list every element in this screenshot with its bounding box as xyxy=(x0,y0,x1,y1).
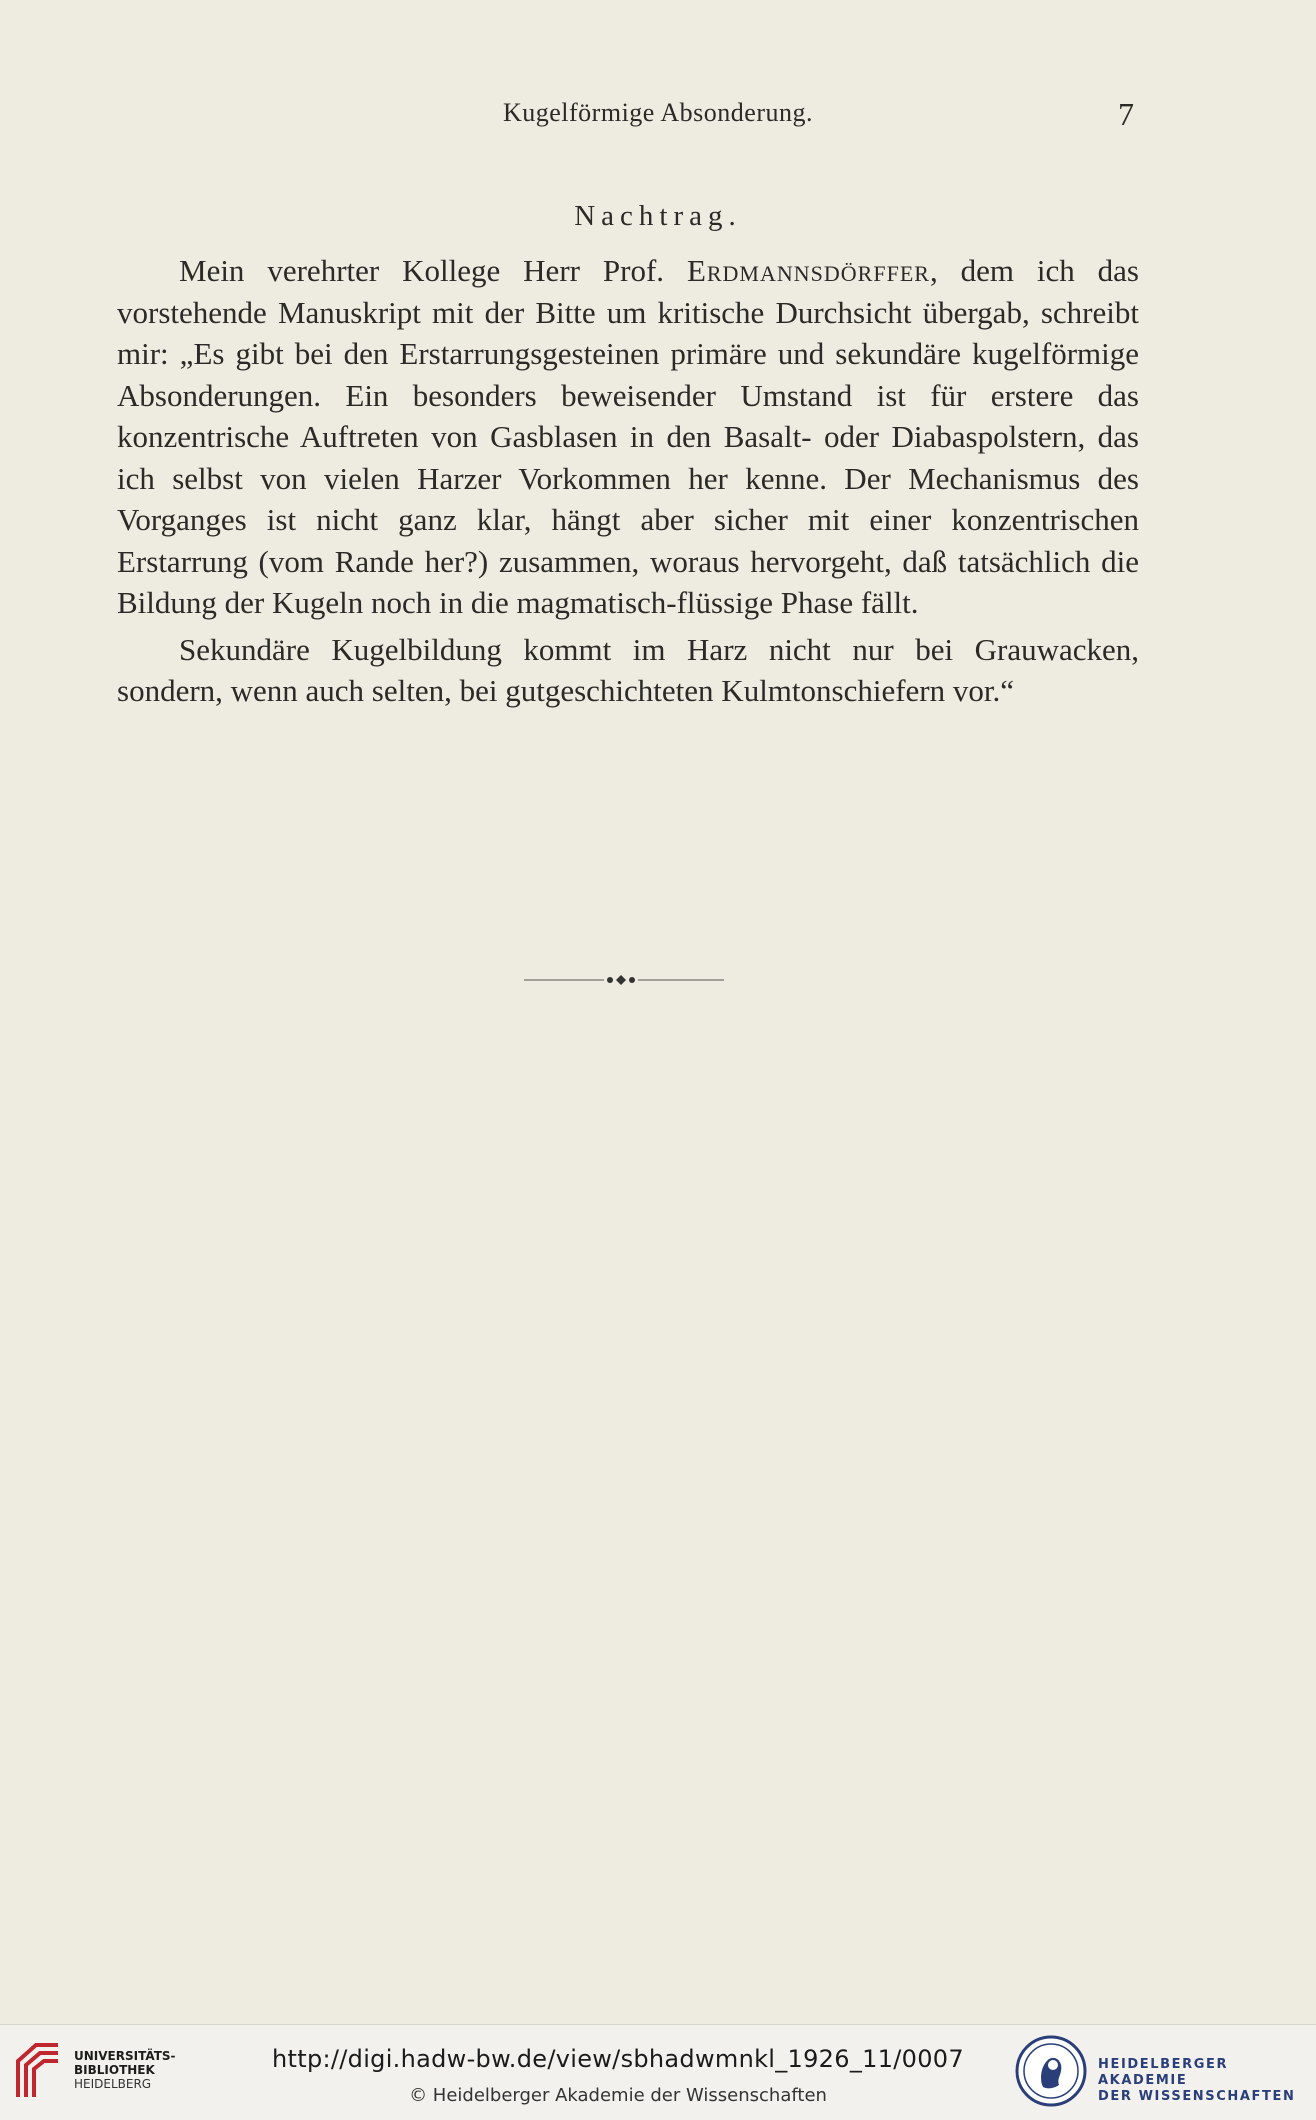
ornament-divider xyxy=(524,970,724,990)
permalink-url-text[interactable]: http://digi.hadw-bw.de/view/sbhadwmnkl_1926_11/0007 xyxy=(272,2045,964,2073)
footer-bar xyxy=(0,2024,1316,2120)
author-name: Erdmannsdörffer xyxy=(686,253,930,288)
library-name-line2: BIBLIOTHEK xyxy=(74,2063,155,2077)
paragraph-1-after: , dem ich das vorstehende Manuskript mit der Bitte um kritische Durchsicht übergab, schreibt mir: „Es gibt bei den Erstarrungsgesteinen primäre und sekundäre kugelförmige Absonderungen. Ein besonders beweisender Umstand ist für erstere das konzentrische Auftreten von Gasblasen in den Basalt- oder Diabaspolstern, das ich selbst von vielen Harzer Vorkommen her kenne. Der Mechanismus des Vorganges ist nicht ganz klar, hängt aber sicher mit einer konzentrischen Erstarrung (vom Rande her?) zusammen, woraus hervorgeht, daß tatsächlich die Bildung der Kugeln noch in die magmatisch-flüssige Phase fällt. xyxy=(117,253,1139,620)
library-name-line3: HEIDELBERG xyxy=(74,2077,152,2091)
page-number: 7 xyxy=(1118,96,1134,132)
section-title: Nachtrag. xyxy=(574,200,742,232)
paragraph-1-before: Mein verehrter Kollege Herr Prof. xyxy=(179,253,687,288)
body-text xyxy=(117,250,1139,712)
copyright-text: © Heidelberger Akademie der Wissenschaften xyxy=(409,2085,827,2106)
paragraph-2: Sekundäre Kugelbildung kommt im Harz nicht nur bei Grauwacken, sondern, wenn auch selten, bei gutgeschichteten Kulmtonschiefern vor.“ xyxy=(117,631,1139,708)
academy-seal-icon xyxy=(1015,2035,1087,2107)
academy-name xyxy=(1098,2057,1316,2105)
academy-name-line2: DER WISSENSCHAFTEN xyxy=(1098,2089,1296,2104)
paragraph-1 xyxy=(117,250,1139,624)
academy-name-line1: HEIDELBERGER AKADEMIE xyxy=(1098,2057,1229,2088)
running-head: Kugelförmige Absonderung. xyxy=(502,98,813,127)
library-name-line1: UNIVERSITÄTS- xyxy=(74,2049,176,2063)
